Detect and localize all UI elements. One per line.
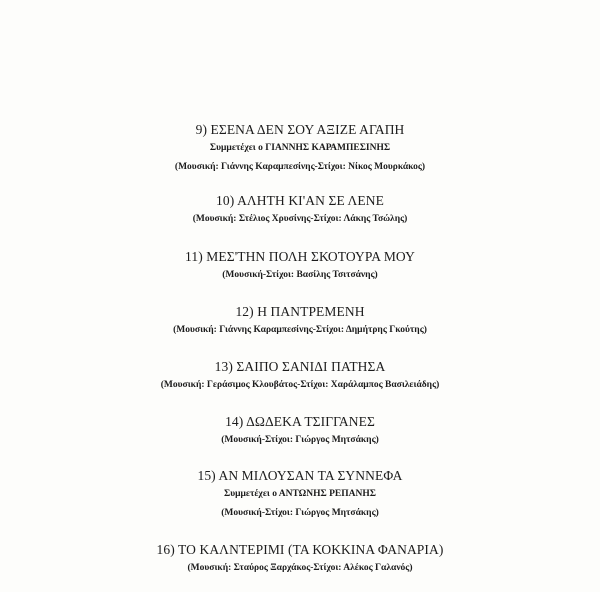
track-title: 15) ΑΝ ΜΙΛΟΥΣΑΝ ΤΑ ΣΥΝΝΕΦΑ (197, 468, 403, 483)
track-11 (0, 248, 600, 282)
track-credits: (Μουσική: Γεράσιμος Κλουβάτος-Στίχοι: Χαράλαμπος Βασιλειάδης) (160, 380, 440, 390)
track-credits: (Μουσική-Στίχοι: Γιώργος Μητσάκης) (221, 435, 379, 445)
track-16 (0, 541, 600, 575)
track-title: 13) ΣΑΙΠΟ ΣΑΝΙΔΙ ΠΑΤΗΣΑ (214, 359, 386, 374)
track-credits: (Μουσική: Γιάννης Καραμπεσίνης-Στίχοι: Νίκος Μουρκάκος) (174, 162, 426, 172)
track-title: 12) Η ΠΑΝΤΡΕΜΕΝΗ (235, 304, 365, 319)
track-15 (0, 467, 600, 520)
track-title: 9) ΕΣΕΝΑ ΔΕΝ ΣΟΥ ΑΞΙΖΕ ΑΓΑΠΗ (195, 122, 405, 137)
track-title: 14) ΔΩΔΕΚΑ ΤΣΙΓΓΑΝΕΣ (225, 414, 375, 429)
track-credits: (Μουσική: Σταύρος Ξαρχάκος-Στίχοι: Αλέκος Γαλανός) (187, 563, 413, 573)
track-title: 11) ΜΕΣ'ΤΗΝ ΠΟΛΗ ΣΚΟΤΟΥΡΑ ΜΟΥ (185, 249, 415, 264)
track-featuring: Συμμετέχει ο ΓΙΑΝΝΗΣ ΚΑΡΑΜΠΕΣΙΝΗΣ (209, 143, 391, 153)
track-featuring: Συμμετέχει ο ΑΝΤΩΝΗΣ ΡΕΠΑΝΗΣ (224, 489, 376, 499)
track-9 (0, 121, 600, 174)
track-12 (0, 303, 600, 337)
track-title: 10) ΑΛΗΤΗ ΚΙ'ΑΝ ΣΕ ΛΕΝΕ (216, 193, 384, 208)
track-title: 16) ΤΟ ΚΑΛΝΤΕΡΙΜΙ (ΤΑ ΚΟΚΚΙΝΑ ΦΑΝΑΡΙΑ) (156, 542, 444, 557)
track-14 (0, 413, 600, 447)
track-credits: (Μουσική-Στίχοι: Βασίλης Τσιτσάνης) (222, 270, 378, 280)
track-10 (0, 192, 600, 226)
track-13 (0, 358, 600, 392)
track-credits: (Μουσική: Στέλιος Χρυσίνης-Στίχοι: Λάκης Τσώλης) (192, 214, 408, 224)
track-credits: (Μουσική-Στίχοι: Γιώργος Μητσάκης) (221, 508, 379, 518)
track-credits: (Μουσική: Γιάννης Καραμπεσίνης-Στίχοι: Δημήτρης Γκούτης) (173, 325, 427, 335)
